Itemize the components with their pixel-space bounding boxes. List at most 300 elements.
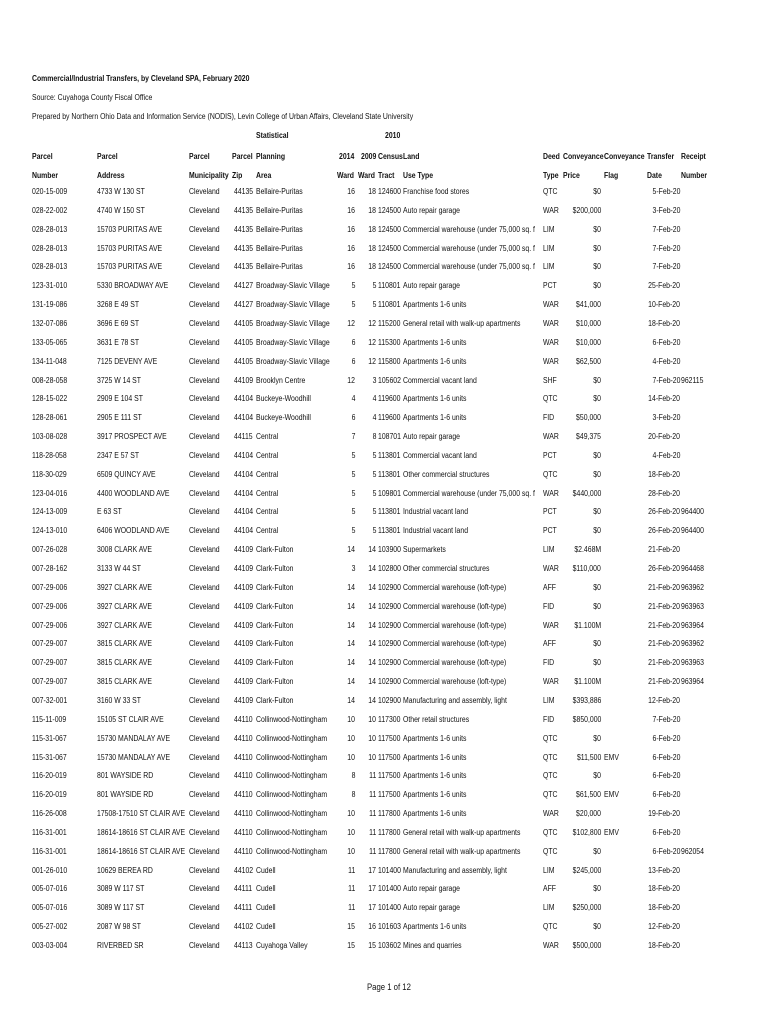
- cell-price: $250,000: [572, 903, 601, 913]
- header-municipality: Municipality: [189, 171, 229, 180]
- cell-use-type: Commercial warehouse (loft-type): [403, 620, 507, 630]
- cell-price: $245,000: [572, 865, 601, 875]
- cell-tract: 102900: [378, 601, 401, 611]
- cell-tract: 109801: [378, 488, 401, 498]
- cell-use-type: General retail with walk-up apartments: [403, 318, 521, 328]
- cell-tract: 102900: [378, 639, 401, 649]
- cell-ward-2014: 11: [347, 865, 355, 875]
- header-deed-type: Type: [543, 171, 559, 180]
- cell-area: Cudell: [256, 903, 276, 913]
- cell-ward-2009: 5: [372, 300, 376, 310]
- cell-address: 15105 ST CLAIR AVE: [97, 714, 164, 724]
- cell-ward-2014: 16: [347, 243, 355, 253]
- cell-date: 18-Feb-20: [648, 318, 680, 328]
- cell-municipality: Cleveland: [189, 545, 220, 555]
- cell-use-type: Apartments 1-6 units: [403, 733, 467, 743]
- cell-parcel-number: 116-26-008: [32, 809, 67, 819]
- header-land: Land: [403, 152, 420, 161]
- cell-ward-2009: 5: [372, 526, 376, 536]
- cell-ward-2009: 18: [368, 205, 376, 215]
- cell-deed-type: WAR: [543, 809, 559, 819]
- cell-tract: 117300: [378, 714, 401, 724]
- cell-price: $0: [593, 846, 601, 856]
- cell-date: 7-Feb-20: [652, 224, 680, 234]
- cell-tract: 101400: [378, 903, 401, 913]
- cell-date: 12-Feb-20: [648, 695, 680, 705]
- cell-tract: 124500: [378, 262, 401, 272]
- cell-area: Central: [256, 450, 279, 460]
- cell-date: 21-Feb-20: [648, 601, 680, 611]
- cell-zip: 44110: [234, 752, 253, 762]
- cell-deed-type: LIM: [543, 865, 555, 875]
- cell-municipality: Cleveland: [189, 677, 220, 687]
- cell-municipality: Cleveland: [189, 846, 220, 856]
- cell-ward-2009: 17: [368, 884, 376, 894]
- cell-area: Clark-Fulton: [256, 658, 294, 668]
- cell-parcel-number: 008-28-058: [32, 375, 68, 385]
- cell-zip: 44104: [234, 507, 254, 517]
- cell-receipt-number: 963963: [681, 658, 704, 668]
- cell-price: $0: [593, 469, 601, 479]
- cell-ward-2014: 5: [351, 507, 355, 517]
- cell-ward-2014: 16: [347, 205, 355, 215]
- cell-date: 6-Feb-20: [652, 790, 680, 800]
- cell-use-type: General retail with walk-up apartments: [403, 827, 521, 837]
- cell-price: $0: [593, 658, 601, 668]
- cell-address: 3815 CLARK AVE: [97, 677, 152, 687]
- cell-address: 3725 W 14 ST: [97, 375, 141, 385]
- cell-zip: 44110: [234, 790, 253, 800]
- cell-ward-2014: 14: [347, 695, 355, 705]
- cell-price: $49,375: [576, 432, 601, 442]
- cell-deed-type: LIM: [543, 243, 555, 253]
- cell-ward-2014: 5: [351, 281, 355, 291]
- cell-receipt-number: 963963: [681, 601, 704, 611]
- cell-municipality: Cleveland: [189, 695, 220, 705]
- cell-use-type: Apartments 1-6 units: [403, 356, 467, 366]
- cell-use-type: Commercial vacant land: [403, 450, 477, 460]
- cell-ward-2009: 11: [368, 790, 376, 800]
- cell-ward-2009: 14: [368, 677, 376, 687]
- cell-address: 801 WAYSIDE RD: [97, 771, 154, 781]
- cell-zip: 44105: [234, 356, 254, 366]
- cell-area: Broadway-Slavic Village: [256, 281, 330, 291]
- cell-parcel-number: 007-29-006: [32, 620, 68, 630]
- cell-flag: EMV: [604, 827, 619, 837]
- cell-zip: 44105: [234, 337, 254, 347]
- cell-zip: 44109: [234, 601, 254, 611]
- cell-tract: 108701: [378, 432, 401, 442]
- cell-address: 2347 E 57 ST: [97, 450, 140, 460]
- cell-use-type: General retail with walk-up apartments: [403, 846, 521, 856]
- cell-ward-2009: 18: [368, 224, 376, 234]
- cell-tract: 105602: [378, 375, 401, 385]
- cell-municipality: Cleveland: [189, 771, 220, 781]
- cell-address: 3815 CLARK AVE: [97, 639, 152, 649]
- cell-area: Central: [256, 469, 279, 479]
- cell-date: 21-Feb-20: [648, 620, 680, 630]
- cell-parcel-number: 007-32-001: [32, 695, 68, 705]
- cell-price: $0: [593, 507, 601, 517]
- cell-area: Cudell: [256, 922, 276, 932]
- cell-use-type: Commercial vacant land: [403, 375, 477, 385]
- cell-area: Broadway-Slavic Village: [256, 356, 330, 366]
- cell-tract: 119600: [378, 394, 401, 404]
- cell-area: Clark-Fulton: [256, 620, 294, 630]
- cell-tract: 102900: [378, 620, 401, 630]
- cell-ward-2009: 10: [368, 752, 376, 762]
- cell-zip: 44109: [234, 375, 254, 385]
- cell-receipt-number: 963964: [681, 620, 704, 630]
- cell-municipality: Cleveland: [189, 281, 220, 291]
- cell-use-type: Commercial warehouse (under 75,000 sq. f: [403, 243, 535, 253]
- header-transfer: Transfer: [647, 152, 675, 161]
- cell-use-type: Commercial warehouse (under 75,000 sq. f: [403, 224, 535, 234]
- cell-parcel-number: 020-15-009: [32, 187, 68, 196]
- cell-date: 6-Feb-20: [652, 771, 680, 781]
- cell-municipality: Cleveland: [189, 318, 220, 328]
- cell-deed-type: PCT: [543, 450, 557, 460]
- cell-ward-2014: 10: [347, 752, 355, 762]
- cell-deed-type: QTC: [543, 790, 558, 800]
- cell-area: Central: [256, 432, 279, 442]
- cell-area: Clark-Fulton: [256, 545, 294, 555]
- cell-municipality: Cleveland: [189, 827, 220, 837]
- cell-ward-2009: 12: [368, 318, 376, 328]
- cell-deed-type: QTC: [543, 827, 558, 837]
- cell-area: Broadway-Slavic Village: [256, 337, 330, 347]
- header-flag: Flag: [604, 171, 619, 180]
- cell-zip: 44135: [234, 187, 254, 196]
- cell-ward-2014: 10: [347, 714, 355, 724]
- cell-area: Collinwood-Nottingham: [256, 771, 328, 781]
- cell-receipt-number: 962054: [681, 846, 704, 856]
- cell-price: $102,800: [572, 827, 601, 837]
- cell-ward-2014: 14: [347, 601, 355, 611]
- cell-parcel-number: 028-22-002: [32, 205, 68, 215]
- cell-address: 7125 DEVENY AVE: [97, 356, 158, 366]
- header-conveyance-flag-top: Conveyance: [604, 152, 645, 161]
- cell-ward-2009: 10: [368, 733, 376, 743]
- cell-deed-type: WAR: [543, 356, 559, 366]
- cell-deed-type: WAR: [543, 677, 559, 687]
- cell-parcel-number: 028-28-013: [32, 224, 68, 234]
- cell-area: Cudell: [256, 884, 276, 894]
- cell-zip: 44110: [234, 733, 253, 743]
- cell-receipt-number: 963962: [681, 639, 704, 649]
- cell-ward-2014: 6: [351, 356, 355, 366]
- cell-use-type: Apartments 1-6 units: [403, 922, 467, 932]
- cell-area: Clark-Fulton: [256, 695, 294, 705]
- cell-area: Brooklyn Centre: [256, 375, 306, 385]
- cell-address: 3008 CLARK AVE: [97, 545, 152, 555]
- cell-ward-2009: 11: [368, 846, 376, 856]
- cell-address: 3089 W 117 ST: [97, 884, 145, 894]
- cell-address: 18614-18616 ST CLAIR AVE: [97, 846, 186, 856]
- cell-tract: 102900: [378, 695, 401, 705]
- cell-ward-2009: 14: [368, 545, 376, 555]
- cell-ward-2014: 8: [351, 790, 355, 800]
- cell-area: Collinwood-Nottingham: [256, 752, 328, 762]
- cell-deed-type: WAR: [543, 318, 559, 328]
- cell-zip: 44135: [234, 262, 254, 272]
- cell-deed-type: QTC: [543, 469, 558, 479]
- cell-price: $110,000: [572, 564, 601, 573]
- cell-address: 15703 PURITAS AVE: [97, 224, 163, 234]
- cell-flag: EMV: [604, 790, 619, 800]
- cell-use-type: Commercial warehouse (under 75,000 sq. f: [403, 262, 535, 272]
- cell-date: 26-Feb-20: [648, 564, 680, 573]
- cell-municipality: Cleveland: [189, 488, 220, 498]
- cell-date: 18-Feb-20: [648, 903, 680, 913]
- cell-parcel-number: 001-26-010: [32, 865, 68, 875]
- header-area: Area: [256, 171, 272, 180]
- cell-zip: 44109: [234, 620, 254, 630]
- cell-receipt-number: 964400: [681, 526, 704, 536]
- cell-deed-type: SHF: [543, 375, 557, 385]
- cell-municipality: Cleveland: [189, 620, 220, 630]
- cell-use-type: Commercial warehouse (loft-type): [403, 582, 507, 592]
- cell-parcel-number: 007-28-162: [32, 564, 68, 573]
- cell-parcel-number: 007-26-028: [32, 545, 68, 555]
- cell-price: $20,000: [576, 809, 601, 819]
- header-number: Number: [32, 171, 59, 180]
- cell-date: 18-Feb-20: [648, 884, 680, 894]
- cell-area: Broadway-Slavic Village: [256, 318, 330, 328]
- cell-address: 4733 W 130 ST: [97, 187, 145, 196]
- cell-receipt-number: 964400: [681, 507, 704, 517]
- cell-ward-2014: 6: [351, 413, 355, 423]
- cell-ward-2014: 5: [351, 450, 355, 460]
- cell-tract: 124600: [378, 187, 401, 196]
- header-statistical: Statistical: [256, 131, 289, 140]
- cell-deed-type: LIM: [543, 903, 555, 913]
- cell-address: 15703 PURITAS AVE: [97, 243, 163, 253]
- cell-ward-2009: 18: [368, 187, 376, 196]
- cell-zip: 44109: [234, 695, 254, 705]
- cell-area: Bellaire-Puritas: [256, 187, 303, 196]
- cell-deed-type: WAR: [543, 432, 559, 442]
- cell-municipality: Cleveland: [189, 903, 220, 913]
- cell-price: $41,000: [576, 300, 601, 310]
- cell-zip: 44104: [234, 394, 254, 404]
- cell-deed-type: PCT: [543, 526, 557, 536]
- cell-municipality: Cleveland: [189, 469, 220, 479]
- cell-ward-2014: 6: [351, 337, 355, 347]
- cell-municipality: Cleveland: [189, 752, 220, 762]
- cell-ward-2014: 11: [347, 884, 355, 894]
- cell-use-type: Apartments 1-6 units: [403, 413, 467, 423]
- cell-municipality: Cleveland: [189, 243, 220, 253]
- cell-parcel-number: 124-13-009: [32, 507, 68, 517]
- cell-municipality: Cleveland: [189, 884, 220, 894]
- cell-zip: 44104: [234, 450, 254, 460]
- cell-municipality: Cleveland: [189, 507, 220, 517]
- cell-deed-type: LIM: [543, 224, 555, 234]
- cell-use-type: Auto repair garage: [403, 903, 460, 913]
- cell-price: $0: [593, 375, 601, 385]
- cell-address: 3927 CLARK AVE: [97, 620, 152, 630]
- cell-zip: 44110: [234, 771, 253, 781]
- cell-use-type: Apartments 1-6 units: [403, 771, 467, 781]
- cell-date: 21-Feb-20: [648, 658, 680, 668]
- cell-use-type: Apartments 1-6 units: [403, 300, 467, 310]
- cell-price: $62,500: [576, 356, 601, 366]
- cell-date: 6-Feb-20: [652, 337, 680, 347]
- cell-receipt-number: 964468: [681, 564, 704, 573]
- cell-address: 10629 BEREA RD: [97, 865, 153, 875]
- cell-use-type: Industrial vacant land: [403, 507, 469, 517]
- cell-deed-type: FID: [543, 413, 555, 423]
- header-ward-2014: Ward: [337, 171, 354, 180]
- cell-tract: 113801: [378, 469, 401, 479]
- cell-parcel-number: 134-11-048: [32, 356, 67, 366]
- cell-parcel-number: 131-19-086: [32, 300, 68, 310]
- cell-municipality: Cleveland: [189, 658, 220, 668]
- cell-receipt-number: 963964: [681, 677, 704, 687]
- cell-parcel-number: 116-20-019: [32, 790, 67, 800]
- cell-ward-2014: 10: [347, 846, 355, 856]
- cell-ward-2009: 18: [368, 243, 376, 253]
- cell-use-type: Other commercial structures: [403, 469, 490, 479]
- cell-price: $50,000: [576, 413, 601, 423]
- cell-use-type: Supermarkets: [403, 545, 446, 555]
- cell-price: $393,886: [572, 695, 601, 705]
- cell-municipality: Cleveland: [189, 432, 220, 442]
- cell-address: RIVERBED SR: [97, 941, 144, 950]
- header-2009: 2009: [361, 152, 377, 161]
- cell-parcel-number: 128-28-061: [32, 413, 68, 423]
- cell-area: Bellaire-Puritas: [256, 224, 303, 234]
- cell-ward-2014: 16: [347, 224, 355, 234]
- cell-ward-2014: 14: [347, 545, 355, 555]
- cell-use-type: Apartments 1-6 units: [403, 752, 467, 762]
- cell-tract: 117500: [378, 752, 401, 762]
- cell-area: Clark-Fulton: [256, 582, 294, 592]
- cell-tract: 124500: [378, 224, 401, 234]
- cell-parcel-number: 118-28-058: [32, 450, 67, 460]
- cell-address: 3089 W 117 ST: [97, 903, 145, 913]
- cell-deed-type: LIM: [543, 545, 555, 555]
- cell-ward-2009: 14: [368, 620, 376, 630]
- cell-tract: 115300: [378, 337, 401, 347]
- header-census: Census: [378, 152, 403, 161]
- cell-deed-type: FID: [543, 658, 555, 668]
- header-deed: Deed: [543, 152, 560, 161]
- cell-deed-type: WAR: [543, 205, 559, 215]
- cell-address: 15730 MANDALAY AVE: [97, 752, 171, 762]
- cell-zip: 44127: [234, 281, 254, 291]
- cell-municipality: Cleveland: [189, 790, 220, 800]
- cell-ward-2009: 5: [372, 488, 376, 498]
- cell-deed-type: LIM: [543, 695, 555, 705]
- cell-municipality: Cleveland: [189, 394, 220, 404]
- cell-price: $0: [593, 187, 601, 196]
- cell-zip: 44111: [234, 903, 253, 913]
- cell-price: $0: [593, 922, 601, 932]
- cell-use-type: Auto repair garage: [403, 432, 460, 442]
- cell-ward-2009: 5: [372, 469, 376, 479]
- cell-zip: 44104: [234, 488, 254, 498]
- cell-deed-type: LIM: [543, 262, 555, 272]
- cell-date: 6-Feb-20: [652, 846, 680, 856]
- header-conveyance-price-top: Conveyance: [563, 152, 604, 161]
- cell-date: 21-Feb-20: [648, 639, 680, 649]
- cell-parcel-number: 124-13-010: [32, 526, 68, 536]
- cell-use-type: Franchise food stores: [403, 187, 470, 196]
- cell-date: 18-Feb-20: [648, 469, 680, 479]
- cell-zip: 44113: [234, 941, 253, 950]
- cell-deed-type: QTC: [543, 187, 558, 196]
- cell-zip: 44111: [234, 884, 253, 894]
- cell-date: 3-Feb-20: [652, 205, 680, 215]
- cell-area: Collinwood-Nottingham: [256, 790, 328, 800]
- cell-price: $0: [593, 771, 601, 781]
- cell-date: 6-Feb-20: [652, 827, 680, 837]
- prepared-by-line: Prepared by Northern Ohio Data and Information Service (NODIS), Levin College of Urban Affairs, Cleveland State University: [32, 112, 414, 121]
- cell-parcel-number: 115-11-009: [32, 714, 67, 724]
- cell-area: Clark-Fulton: [256, 639, 294, 649]
- cell-ward-2009: 12: [368, 356, 376, 366]
- cell-zip: 44104: [234, 526, 254, 536]
- cell-ward-2009: 17: [368, 903, 376, 913]
- cell-flag: EMV: [604, 752, 619, 762]
- cell-area: Collinwood-Nottingham: [256, 809, 328, 819]
- cell-address: 2087 W 98 ST: [97, 922, 141, 932]
- cell-zip: 44109: [234, 677, 254, 687]
- cell-address: 2909 E 104 ST: [97, 394, 143, 404]
- cell-address: 2905 E 111 ST: [97, 413, 142, 423]
- cell-tract: 103602: [378, 941, 401, 950]
- cell-date: 20-Feb-20: [648, 432, 680, 442]
- cell-deed-type: QTC: [543, 771, 558, 781]
- cell-municipality: Cleveland: [189, 922, 220, 932]
- header-receipt-number: Number: [681, 171, 708, 180]
- header-planning: Planning: [256, 152, 286, 161]
- cell-ward-2014: 5: [351, 526, 355, 536]
- cell-use-type: Commercial warehouse (loft-type): [403, 677, 507, 687]
- cell-ward-2014: 5: [351, 300, 355, 310]
- cell-area: Buckeye-Woodhill: [256, 413, 311, 423]
- cell-address: 4400 WOODLAND AVE: [97, 488, 170, 498]
- cell-municipality: Cleveland: [189, 564, 220, 573]
- cell-area: Collinwood-Nottingham: [256, 714, 328, 724]
- cell-tract: 117800: [378, 809, 401, 819]
- cell-address: 3927 CLARK AVE: [97, 582, 152, 592]
- cell-parcel-number: 123-04-016: [32, 488, 68, 498]
- cell-area: Central: [256, 507, 279, 517]
- cell-price: $61,500: [576, 790, 601, 800]
- cell-use-type: Commercial warehouse (loft-type): [403, 601, 507, 611]
- cell-address: 3268 E 49 ST: [97, 300, 140, 310]
- cell-address: 3815 CLARK AVE: [97, 658, 152, 668]
- header-receipt: Receipt: [681, 152, 706, 161]
- page-number: Page 1 of 12: [367, 982, 411, 992]
- cell-date: 13-Feb-20: [648, 865, 680, 875]
- report-title: Commercial/Industrial Transfers, by Cleveland SPA, February 2020: [32, 74, 250, 83]
- cell-municipality: Cleveland: [189, 601, 220, 611]
- cell-area: Bellaire-Puritas: [256, 243, 303, 253]
- cell-tract: 124500: [378, 243, 401, 253]
- cell-deed-type: QTC: [543, 733, 558, 743]
- header-2010: 2010: [385, 131, 401, 140]
- cell-address: 3696 E 69 ST: [97, 318, 140, 328]
- cell-tract: 102900: [378, 677, 401, 687]
- cell-ward-2009: 11: [368, 809, 376, 819]
- cell-zip: 44135: [234, 205, 254, 215]
- cell-tract: 115800: [378, 356, 401, 366]
- cell-date: 12-Feb-20: [648, 922, 680, 932]
